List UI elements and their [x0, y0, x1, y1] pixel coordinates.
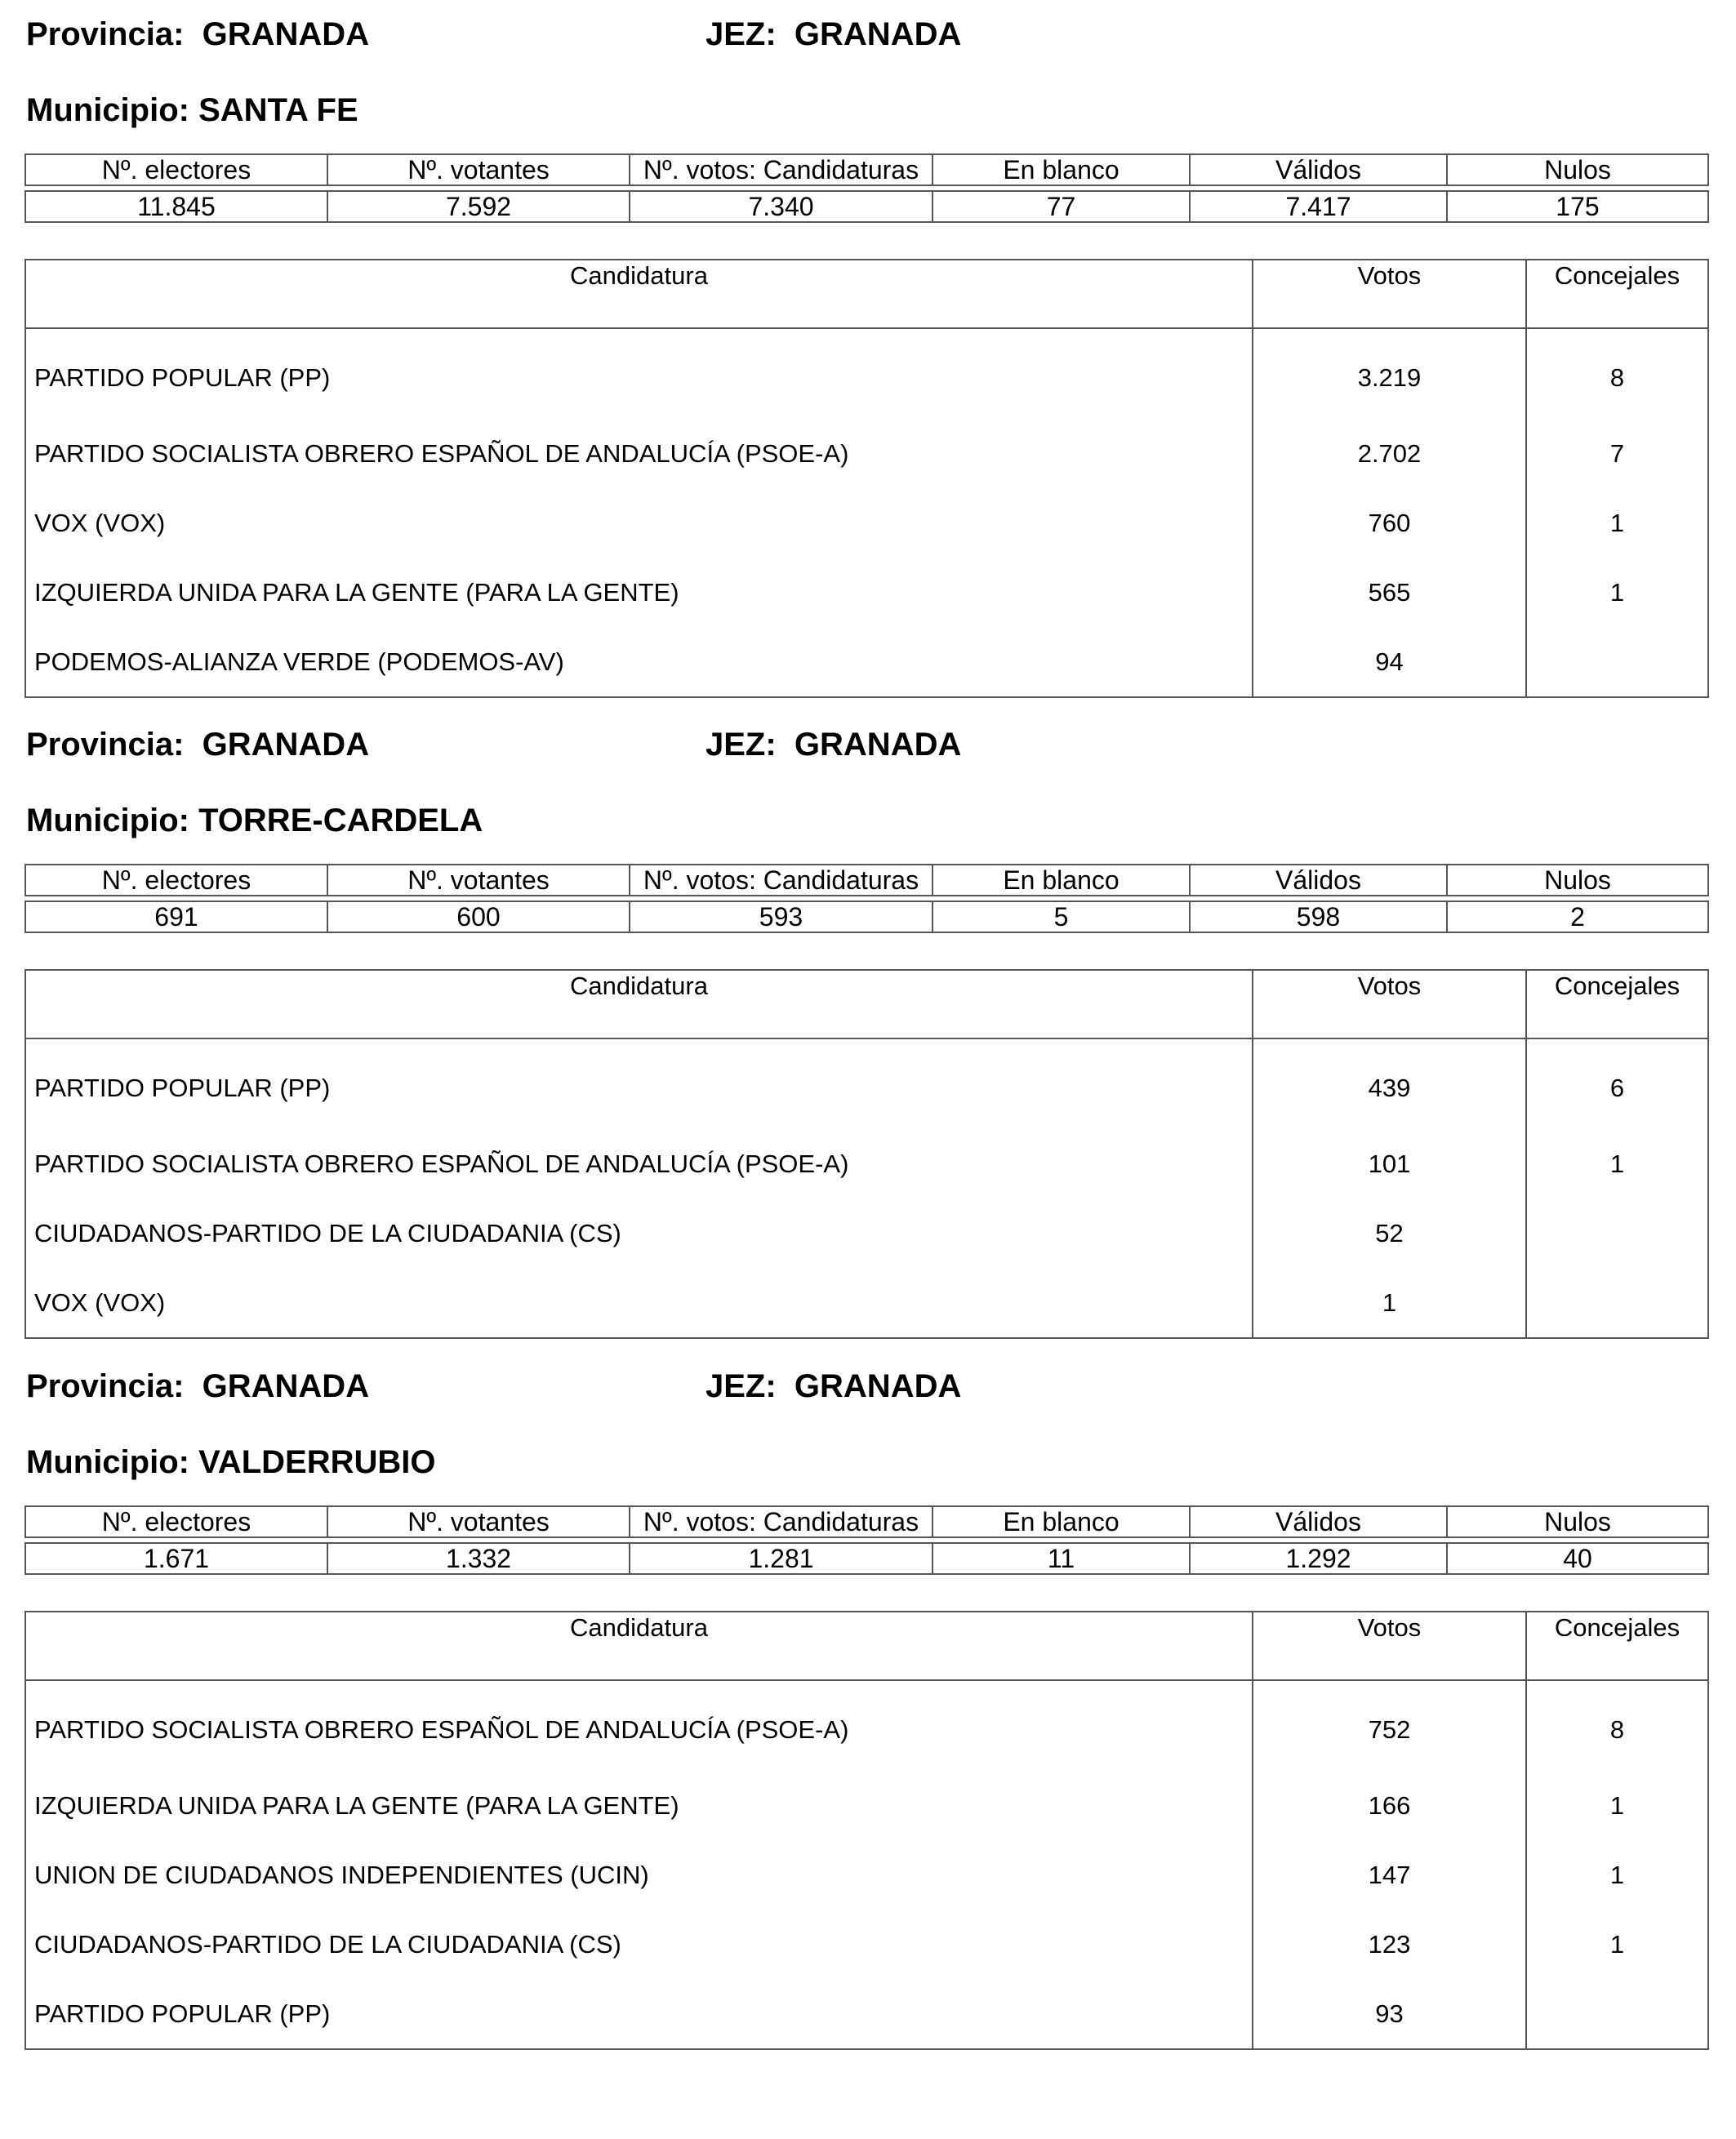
summary-table: [24, 864, 1709, 933]
candidatura-votos: 94: [1253, 627, 1526, 697]
header-concejales: Concejales: [1526, 970, 1708, 1038]
value-electores: 1.671: [25, 1543, 327, 1574]
value-electores: 691: [25, 901, 327, 932]
header-nulos: Nulos: [1447, 154, 1708, 185]
municipio-label: Municipio:: [26, 92, 189, 128]
header-concejales: Concejales: [1526, 1612, 1708, 1680]
result-row: [25, 1840, 1708, 1910]
value-validos: 1.292: [1190, 1543, 1447, 1574]
header-votantes: Nº. votantes: [327, 865, 630, 896]
result-row: [25, 328, 1708, 419]
header-votos-candidaturas: Nº. votos: Candidaturas: [630, 865, 933, 896]
provincia-value: GRANADA: [202, 727, 370, 763]
results-header-row: [25, 1612, 1708, 1680]
candidatura-votos: 752: [1253, 1680, 1526, 1771]
result-row: [25, 1268, 1708, 1338]
value-en-blanco: 11: [933, 1543, 1190, 1574]
jez-group: [706, 14, 961, 55]
candidatura-name: IZQUIERDA UNIDA PARA LA GENTE (PARA LA GENTE): [25, 1771, 1253, 1840]
candidatura-name: PARTIDO SOCIALISTA OBRERO ESPAÑOL DE ANDALUCÍA (PSOE-A): [25, 1129, 1253, 1198]
summary-value-row: [25, 901, 1708, 932]
candidatura-name: PARTIDO SOCIALISTA OBRERO ESPAÑOL DE ANDALUCÍA (PSOE-A): [25, 1680, 1253, 1771]
candidatura-concejales: [1526, 1268, 1708, 1338]
header-votantes: Nº. votantes: [327, 154, 630, 185]
summary-header-row: [25, 865, 1708, 896]
provincia-value: GRANADA: [202, 1368, 370, 1404]
results-table: [24, 969, 1709, 1339]
value-votos-candidaturas: 1.281: [630, 1543, 933, 1574]
results-header-row: [25, 260, 1708, 328]
candidatura-votos: 2.702: [1253, 419, 1526, 488]
header-nulos: Nulos: [1447, 1506, 1708, 1537]
value-votos-candidaturas: 7.340: [630, 191, 933, 222]
value-nulos: 175: [1447, 191, 1708, 222]
jez-value: GRANADA: [794, 1368, 962, 1404]
result-row: [25, 488, 1708, 558]
candidatura-votos: 760: [1253, 488, 1526, 558]
header-votos: Votos: [1253, 970, 1526, 1038]
municipio-line: [26, 800, 483, 841]
jez-label: JEZ:: [706, 16, 777, 52]
municipio-label: Municipio:: [26, 803, 189, 838]
candidatura-name: CIUDADANOS-PARTIDO DE LA CIUDADANIA (CS): [25, 1910, 1253, 1979]
municipio-value: VALDERRUBIO: [198, 1444, 436, 1480]
candidatura-name: PODEMOS-ALIANZA VERDE (PODEMOS-AV): [25, 627, 1253, 697]
header-candidatura: Candidatura: [25, 1612, 1253, 1680]
provincia-line: [26, 1366, 1659, 1407]
result-row: [25, 627, 1708, 697]
candidatura-votos: 101: [1253, 1129, 1526, 1198]
result-row: [25, 558, 1708, 627]
header-votos-candidaturas: Nº. votos: Candidaturas: [630, 154, 933, 185]
header-electores: Nº. electores: [25, 1506, 327, 1537]
candidatura-concejales: 7: [1526, 419, 1708, 488]
candidatura-concejales: 1: [1526, 558, 1708, 627]
provincia-value: GRANADA: [202, 16, 370, 52]
candidatura-concejales: 6: [1526, 1038, 1708, 1129]
candidatura-votos: 93: [1253, 1979, 1526, 2049]
result-row: [25, 1771, 1708, 1840]
value-votantes: 7.592: [327, 191, 630, 222]
header-votantes: Nº. votantes: [327, 1506, 630, 1537]
candidatura-concejales: [1526, 1198, 1708, 1268]
result-row: [25, 1129, 1708, 1198]
value-en-blanco: 77: [933, 191, 1190, 222]
provincia-label: Provincia:: [26, 16, 185, 52]
candidatura-concejales: [1526, 1979, 1708, 2049]
candidatura-name: VOX (VOX): [25, 1268, 1253, 1338]
header-concejales: Concejales: [1526, 260, 1708, 328]
municipio-line: [26, 1442, 435, 1483]
results-table: [24, 1611, 1709, 2050]
candidatura-votos: 1: [1253, 1268, 1526, 1338]
candidatura-concejales: 1: [1526, 1840, 1708, 1910]
candidatura-name: PARTIDO POPULAR (PP): [25, 1038, 1253, 1129]
candidatura-name: CIUDADANOS-PARTIDO DE LA CIUDADANIA (CS): [25, 1198, 1253, 1268]
header-validos: Válidos: [1190, 1506, 1447, 1537]
header-votos: Votos: [1253, 260, 1526, 328]
summary-value-row: [25, 1543, 1708, 1574]
candidatura-name: PARTIDO POPULAR (PP): [25, 1979, 1253, 2049]
results-header-row: [25, 970, 1708, 1038]
header-nulos: Nulos: [1447, 865, 1708, 896]
header-en-blanco: En blanco: [933, 1506, 1190, 1537]
candidatura-votos: 166: [1253, 1771, 1526, 1840]
jez-group: [706, 1366, 961, 1407]
header-electores: Nº. electores: [25, 865, 327, 896]
header-en-blanco: En blanco: [933, 865, 1190, 896]
value-votantes: 1.332: [327, 1543, 630, 1574]
candidatura-name: UNION DE CIUDADANOS INDEPENDIENTES (UCIN): [25, 1840, 1253, 1910]
value-nulos: 2: [1447, 901, 1708, 932]
summary-header-row: [25, 154, 1708, 185]
result-row: [25, 1979, 1708, 2049]
provincia-line: [26, 724, 1659, 765]
candidatura-name: VOX (VOX): [25, 488, 1253, 558]
candidatura-concejales: 8: [1526, 328, 1708, 419]
candidatura-name: PARTIDO POPULAR (PP): [25, 328, 1253, 419]
result-row: [25, 1910, 1708, 1979]
result-row: [25, 1038, 1708, 1129]
summary-header-row: [25, 1506, 1708, 1537]
candidatura-concejales: 1: [1526, 1771, 1708, 1840]
candidatura-concejales: 1: [1526, 1129, 1708, 1198]
result-row: [25, 419, 1708, 488]
candidatura-name: PARTIDO SOCIALISTA OBRERO ESPAÑOL DE ANDALUCÍA (PSOE-A): [25, 419, 1253, 488]
value-nulos: 40: [1447, 1543, 1708, 1574]
header-en-blanco: En blanco: [933, 154, 1190, 185]
summary-table: [24, 1505, 1709, 1575]
result-row: [25, 1680, 1708, 1771]
jez-label: JEZ:: [706, 727, 777, 763]
candidatura-votos: 3.219: [1253, 328, 1526, 419]
municipio-value: TORRE-CARDELA: [198, 803, 483, 838]
candidatura-votos: 439: [1253, 1038, 1526, 1129]
header-candidatura: Candidatura: [25, 260, 1253, 328]
header-votos: Votos: [1253, 1612, 1526, 1680]
provincia-line: [26, 14, 1659, 55]
value-validos: 598: [1190, 901, 1447, 932]
value-votos-candidaturas: 593: [630, 901, 933, 932]
candidatura-concejales: 1: [1526, 488, 1708, 558]
summary-value-row: [25, 191, 1708, 222]
summary-table: [24, 153, 1709, 223]
municipio-label: Municipio:: [26, 1444, 189, 1480]
value-votantes: 600: [327, 901, 630, 932]
candidatura-concejales: 1: [1526, 1910, 1708, 1979]
header-electores: Nº. electores: [25, 154, 327, 185]
header-votos-candidaturas: Nº. votos: Candidaturas: [630, 1506, 933, 1537]
candidatura-votos: 565: [1253, 558, 1526, 627]
municipio-value: SANTA FE: [198, 92, 358, 128]
header-candidatura: Candidatura: [25, 970, 1253, 1038]
jez-group: [706, 724, 961, 765]
result-row: [25, 1198, 1708, 1268]
jez-value: GRANADA: [794, 727, 962, 763]
header-validos: Válidos: [1190, 865, 1447, 896]
candidatura-name: IZQUIERDA UNIDA PARA LA GENTE (PARA LA GENTE): [25, 558, 1253, 627]
candidatura-concejales: 8: [1526, 1680, 1708, 1771]
jez-value: GRANADA: [794, 16, 962, 52]
results-table: [24, 259, 1709, 698]
value-en-blanco: 5: [933, 901, 1190, 932]
municipio-line: [26, 90, 358, 131]
header-validos: Válidos: [1190, 154, 1447, 185]
provincia-label: Provincia:: [26, 1368, 185, 1404]
candidatura-votos: 147: [1253, 1840, 1526, 1910]
candidatura-concejales: [1526, 627, 1708, 697]
jez-label: JEZ:: [706, 1368, 777, 1404]
candidatura-votos: 123: [1253, 1910, 1526, 1979]
candidatura-votos: 52: [1253, 1198, 1526, 1268]
value-validos: 7.417: [1190, 191, 1447, 222]
provincia-label: Provincia:: [26, 727, 185, 763]
value-electores: 11.845: [25, 191, 327, 222]
